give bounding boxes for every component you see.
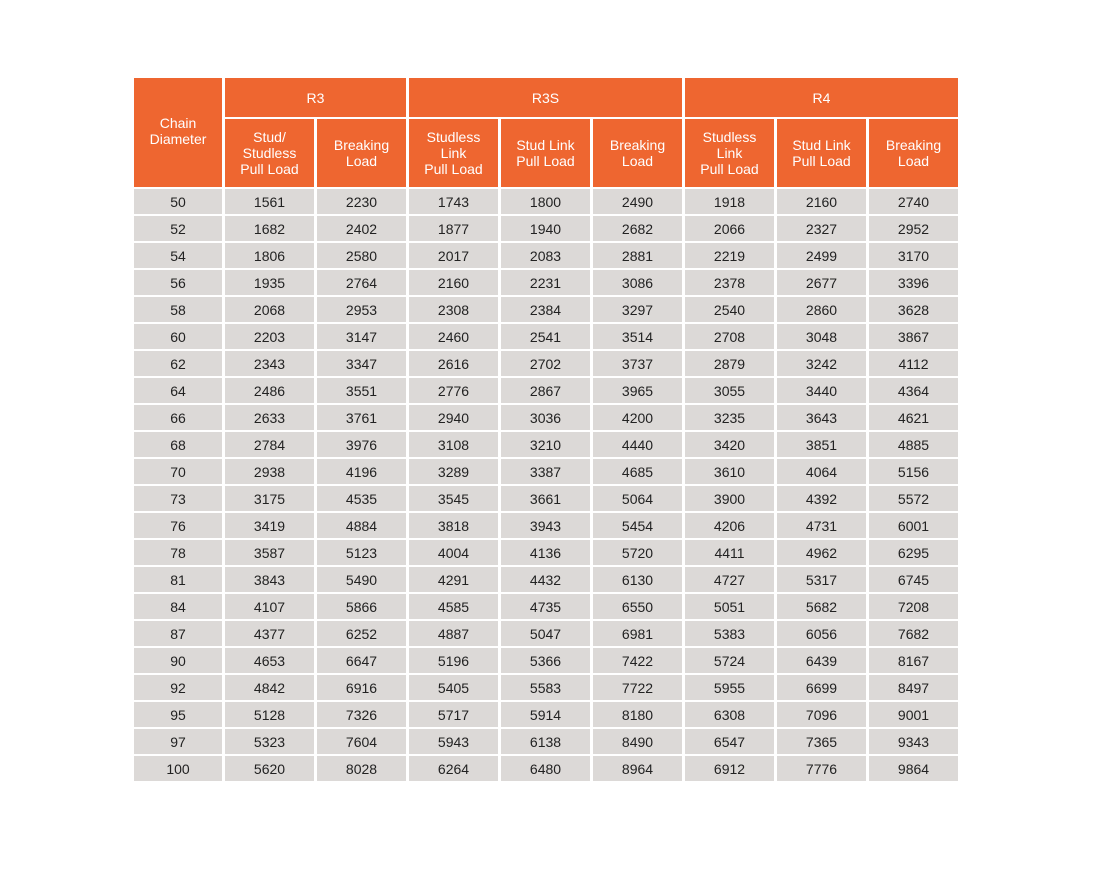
r3-breaking-load-cell: 6647 bbox=[317, 648, 406, 673]
chain-diameter-cell: 95 bbox=[134, 702, 222, 727]
r4-breaking-load-cell: 3170 bbox=[869, 243, 958, 268]
r3-stud-studless-pull-load-cell: 4653 bbox=[225, 648, 314, 673]
r4-studless-link-pull-load-cell: 6547 bbox=[685, 729, 774, 754]
chain-diameter-cell: 84 bbox=[134, 594, 222, 619]
r4-stud-link-pull-load-cell: 2327 bbox=[777, 216, 866, 241]
chain-diameter-cell: 68 bbox=[134, 432, 222, 457]
chain-load-table bbox=[131, 76, 961, 783]
chain-diameter-cell: 66 bbox=[134, 405, 222, 430]
r3-breaking-load-header bbox=[317, 119, 406, 187]
r3s-breaking-load-cell: 3297 bbox=[593, 297, 682, 322]
chain-diameter-cell: 100 bbox=[134, 756, 222, 781]
subcolumn-header-row bbox=[134, 119, 958, 187]
r3-breaking-load-cell: 3347 bbox=[317, 351, 406, 376]
r3s-studless-link-pull-load-cell: 2776 bbox=[409, 378, 498, 403]
r4-studless-link-pull-load-cell: 5724 bbox=[685, 648, 774, 673]
r4-breaking-load-cell: 3396 bbox=[869, 270, 958, 295]
chain-diameter-cell: 60 bbox=[134, 324, 222, 349]
r4-breaking-load-header bbox=[869, 119, 958, 187]
header-line: Stud Link bbox=[792, 137, 851, 153]
r4-studless-link-pull-load-header bbox=[685, 119, 774, 187]
header-line: Stud/ bbox=[253, 129, 286, 145]
r3-breaking-load-cell: 4884 bbox=[317, 513, 406, 538]
r4-stud-link-pull-load-cell: 7096 bbox=[777, 702, 866, 727]
header-line: Breaking bbox=[885, 137, 942, 153]
r3-stud-studless-pull-load-cell: 2633 bbox=[225, 405, 314, 430]
r3s-studless-link-pull-load-cell: 3108 bbox=[409, 432, 498, 457]
table-row bbox=[134, 432, 958, 457]
r3s-breaking-load-cell: 3737 bbox=[593, 351, 682, 376]
r3-breaking-load-cell: 2764 bbox=[317, 270, 406, 295]
r3-stud-studless-pull-load-cell: 3843 bbox=[225, 567, 314, 592]
r3s-studless-link-pull-load-cell: 2940 bbox=[409, 405, 498, 430]
r3s-studless-link-pull-load-cell: 6264 bbox=[409, 756, 498, 781]
r3s-studless-link-pull-load-cell: 4004 bbox=[409, 540, 498, 565]
r3s-breaking-load-cell: 3086 bbox=[593, 270, 682, 295]
r3-breaking-load-cell: 2402 bbox=[317, 216, 406, 241]
r3-stud-studless-pull-load-cell: 2784 bbox=[225, 432, 314, 457]
r3s-breaking-load-cell: 4200 bbox=[593, 405, 682, 430]
header-line: Chain bbox=[159, 115, 197, 131]
table-row bbox=[134, 351, 958, 376]
r3s-breaking-load-cell: 5454 bbox=[593, 513, 682, 538]
table-row bbox=[134, 243, 958, 268]
r3s-breaking-load-cell: 2490 bbox=[593, 189, 682, 214]
r3-stud-studless-pull-load-cell: 2938 bbox=[225, 459, 314, 484]
r3s-breaking-load-cell: 8180 bbox=[593, 702, 682, 727]
r4-stud-link-pull-load-cell: 3242 bbox=[777, 351, 866, 376]
r4-studless-link-pull-load-cell: 2378 bbox=[685, 270, 774, 295]
r4-breaking-load-cell: 4885 bbox=[869, 432, 958, 457]
chain-diameter-cell: 73 bbox=[134, 486, 222, 511]
group-header-r3s: R3S bbox=[409, 78, 682, 117]
table-row bbox=[134, 702, 958, 727]
r3-breaking-load-cell: 8028 bbox=[317, 756, 406, 781]
r3-breaking-load-cell: 3147 bbox=[317, 324, 406, 349]
r3-stud-studless-pull-load-cell: 1561 bbox=[225, 189, 314, 214]
r3s-studless-link-pull-load-cell: 5717 bbox=[409, 702, 498, 727]
chain-diameter-cell: 70 bbox=[134, 459, 222, 484]
r3-stud-studless-pull-load-cell: 3587 bbox=[225, 540, 314, 565]
group-header-r3: R3 bbox=[225, 78, 406, 117]
r3s-studless-link-pull-load-cell: 3818 bbox=[409, 513, 498, 538]
r4-studless-link-pull-load-cell: 6308 bbox=[685, 702, 774, 727]
r3-breaking-load-cell: 3976 bbox=[317, 432, 406, 457]
r4-stud-link-pull-load-cell: 5682 bbox=[777, 594, 866, 619]
header-line: Breaking bbox=[333, 137, 390, 153]
r3s-stud-link-pull-load-cell: 4136 bbox=[501, 540, 590, 565]
r4-studless-link-pull-load-cell: 2540 bbox=[685, 297, 774, 322]
r4-studless-link-pull-load-cell: 2708 bbox=[685, 324, 774, 349]
r3s-breaking-load-cell: 6550 bbox=[593, 594, 682, 619]
r3s-breaking-load-cell: 6981 bbox=[593, 621, 682, 646]
table-row bbox=[134, 756, 958, 781]
header-line: Pull Load bbox=[700, 161, 759, 177]
r3s-breaking-load-cell: 3965 bbox=[593, 378, 682, 403]
r3s-studless-link-pull-load-cell: 4585 bbox=[409, 594, 498, 619]
r3-stud-studless-pull-load-cell: 4107 bbox=[225, 594, 314, 619]
table-row bbox=[134, 675, 958, 700]
header-line: Pull Load bbox=[792, 153, 851, 169]
r3s-studless-link-pull-load-cell: 2017 bbox=[409, 243, 498, 268]
table-row bbox=[134, 729, 958, 754]
r4-studless-link-pull-load-cell: 3610 bbox=[685, 459, 774, 484]
r3-stud-studless-pull-load-cell: 3175 bbox=[225, 486, 314, 511]
r3s-breaking-load-header bbox=[593, 119, 682, 187]
r3s-stud-link-pull-load-cell: 5366 bbox=[501, 648, 590, 673]
chain-diameter-cell: 52 bbox=[134, 216, 222, 241]
table-row bbox=[134, 540, 958, 565]
chain-diameter-cell: 62 bbox=[134, 351, 222, 376]
chain-diameter-cell: 92 bbox=[134, 675, 222, 700]
r4-breaking-load-cell: 9864 bbox=[869, 756, 958, 781]
r4-stud-link-pull-load-cell: 2860 bbox=[777, 297, 866, 322]
chain-diameter-cell: 97 bbox=[134, 729, 222, 754]
r4-breaking-load-cell: 6001 bbox=[869, 513, 958, 538]
r4-stud-link-pull-load-cell: 6056 bbox=[777, 621, 866, 646]
chain-diameter-header bbox=[134, 78, 222, 187]
r3s-breaking-load-cell: 7422 bbox=[593, 648, 682, 673]
r4-stud-link-pull-load-header bbox=[777, 119, 866, 187]
r4-breaking-load-cell: 2952 bbox=[869, 216, 958, 241]
r3s-stud-link-pull-load-cell: 3036 bbox=[501, 405, 590, 430]
table-row bbox=[134, 216, 958, 241]
r3-breaking-load-cell: 3761 bbox=[317, 405, 406, 430]
r3s-breaking-load-cell: 7722 bbox=[593, 675, 682, 700]
r3-stud-studless-pull-load-cell: 2203 bbox=[225, 324, 314, 349]
r4-stud-link-pull-load-cell: 3048 bbox=[777, 324, 866, 349]
r4-studless-link-pull-load-cell: 2066 bbox=[685, 216, 774, 241]
r4-stud-link-pull-load-cell: 4064 bbox=[777, 459, 866, 484]
header-line: Breaking bbox=[609, 137, 666, 153]
r3s-studless-link-pull-load-cell: 3545 bbox=[409, 486, 498, 511]
table-row bbox=[134, 378, 958, 403]
r4-studless-link-pull-load-cell: 3055 bbox=[685, 378, 774, 403]
r3-breaking-load-cell: 2230 bbox=[317, 189, 406, 214]
table-row bbox=[134, 513, 958, 538]
r4-stud-link-pull-load-cell: 3643 bbox=[777, 405, 866, 430]
r3s-stud-link-pull-load-cell: 1940 bbox=[501, 216, 590, 241]
r3-breaking-load-cell: 6252 bbox=[317, 621, 406, 646]
r3s-studless-link-pull-load-cell: 3289 bbox=[409, 459, 498, 484]
r3s-studless-link-pull-load-cell: 5943 bbox=[409, 729, 498, 754]
r3s-stud-link-pull-load-cell: 2541 bbox=[501, 324, 590, 349]
r3s-stud-link-pull-load-cell: 4735 bbox=[501, 594, 590, 619]
r3s-studless-link-pull-load-header bbox=[409, 119, 498, 187]
r4-stud-link-pull-load-cell: 5317 bbox=[777, 567, 866, 592]
group-header-row bbox=[134, 78, 958, 117]
r4-studless-link-pull-load-cell: 4727 bbox=[685, 567, 774, 592]
r3s-studless-link-pull-load-cell: 1743 bbox=[409, 189, 498, 214]
r3s-stud-link-pull-load-cell: 2384 bbox=[501, 297, 590, 322]
r4-studless-link-pull-load-cell: 2879 bbox=[685, 351, 774, 376]
table-body bbox=[134, 189, 958, 781]
r3s-breaking-load-cell: 2682 bbox=[593, 216, 682, 241]
group-header-r4: R4 bbox=[685, 78, 958, 117]
r3s-studless-link-pull-load-cell: 5405 bbox=[409, 675, 498, 700]
r4-stud-link-pull-load-cell: 7776 bbox=[777, 756, 866, 781]
header-line: Diameter bbox=[149, 131, 207, 147]
r4-studless-link-pull-load-cell: 5955 bbox=[685, 675, 774, 700]
chain-diameter-cell: 54 bbox=[134, 243, 222, 268]
table-row bbox=[134, 486, 958, 511]
r3-breaking-load-cell: 2580 bbox=[317, 243, 406, 268]
table-row bbox=[134, 405, 958, 430]
r4-stud-link-pull-load-cell: 2677 bbox=[777, 270, 866, 295]
r4-stud-link-pull-load-cell: 2160 bbox=[777, 189, 866, 214]
chain-diameter-cell: 81 bbox=[134, 567, 222, 592]
r3s-studless-link-pull-load-cell: 2460 bbox=[409, 324, 498, 349]
r3s-stud-link-pull-load-cell: 6480 bbox=[501, 756, 590, 781]
r4-breaking-load-cell: 6745 bbox=[869, 567, 958, 592]
r3-breaking-load-cell: 2953 bbox=[317, 297, 406, 322]
r4-stud-link-pull-load-cell: 6439 bbox=[777, 648, 866, 673]
r3s-breaking-load-cell: 8490 bbox=[593, 729, 682, 754]
r3s-stud-link-pull-load-cell: 5047 bbox=[501, 621, 590, 646]
chain-diameter-cell: 58 bbox=[134, 297, 222, 322]
r3-stud-studless-pull-load-cell: 4377 bbox=[225, 621, 314, 646]
r4-stud-link-pull-load-cell: 4962 bbox=[777, 540, 866, 565]
r4-studless-link-pull-load-cell: 5383 bbox=[685, 621, 774, 646]
r3-stud-studless-pull-load-cell: 1935 bbox=[225, 270, 314, 295]
r3s-breaking-load-cell: 2881 bbox=[593, 243, 682, 268]
r3s-stud-link-pull-load-cell: 4432 bbox=[501, 567, 590, 592]
r4-breaking-load-cell: 3628 bbox=[869, 297, 958, 322]
r4-stud-link-pull-load-cell: 3851 bbox=[777, 432, 866, 457]
r3-breaking-load-cell: 7604 bbox=[317, 729, 406, 754]
chain-diameter-cell: 87 bbox=[134, 621, 222, 646]
r3-stud-studless-pull-load-cell: 5323 bbox=[225, 729, 314, 754]
r4-breaking-load-cell: 8167 bbox=[869, 648, 958, 673]
r4-breaking-load-cell: 5572 bbox=[869, 486, 958, 511]
r4-breaking-load-cell: 4621 bbox=[869, 405, 958, 430]
r4-studless-link-pull-load-cell: 3235 bbox=[685, 405, 774, 430]
r4-breaking-load-cell: 9343 bbox=[869, 729, 958, 754]
r4-stud-link-pull-load-cell: 7365 bbox=[777, 729, 866, 754]
r3-stud-studless-pull-load-cell: 5128 bbox=[225, 702, 314, 727]
r3s-stud-link-pull-load-cell: 2867 bbox=[501, 378, 590, 403]
r3s-stud-link-pull-load-cell: 3387 bbox=[501, 459, 590, 484]
r4-studless-link-pull-load-cell: 4411 bbox=[685, 540, 774, 565]
r3s-studless-link-pull-load-cell: 2308 bbox=[409, 297, 498, 322]
r3-stud-studless-pull-load-cell: 2343 bbox=[225, 351, 314, 376]
r3-stud-studless-pull-load-cell: 2486 bbox=[225, 378, 314, 403]
chain-diameter-cell: 56 bbox=[134, 270, 222, 295]
r3s-stud-link-pull-load-cell: 2702 bbox=[501, 351, 590, 376]
r3s-stud-link-pull-load-cell: 5583 bbox=[501, 675, 590, 700]
header-line: Studless bbox=[702, 129, 757, 145]
chain-diameter-cell: 76 bbox=[134, 513, 222, 538]
chain-diameter-cell: 50 bbox=[134, 189, 222, 214]
r3s-stud-link-pull-load-cell: 3661 bbox=[501, 486, 590, 511]
r4-breaking-load-cell: 6295 bbox=[869, 540, 958, 565]
r3s-breaking-load-cell: 4440 bbox=[593, 432, 682, 457]
r4-breaking-load-cell: 2740 bbox=[869, 189, 958, 214]
r4-stud-link-pull-load-cell: 4392 bbox=[777, 486, 866, 511]
r4-studless-link-pull-load-cell: 2219 bbox=[685, 243, 774, 268]
r3-stud-studless-pull-load-cell: 3419 bbox=[225, 513, 314, 538]
table-row bbox=[134, 567, 958, 592]
r3s-studless-link-pull-load-cell: 2616 bbox=[409, 351, 498, 376]
chain-diameter-cell: 78 bbox=[134, 540, 222, 565]
table-row bbox=[134, 270, 958, 295]
r4-breaking-load-cell: 4364 bbox=[869, 378, 958, 403]
r3-stud-studless-pull-load-cell: 1682 bbox=[225, 216, 314, 241]
header-line: Link bbox=[440, 145, 467, 161]
header-line: Pull Load bbox=[516, 153, 575, 169]
r4-breaking-load-cell: 3867 bbox=[869, 324, 958, 349]
r4-studless-link-pull-load-cell: 3420 bbox=[685, 432, 774, 457]
r4-studless-link-pull-load-cell: 1918 bbox=[685, 189, 774, 214]
r3s-breaking-load-cell: 3514 bbox=[593, 324, 682, 349]
r3s-stud-link-pull-load-cell: 6138 bbox=[501, 729, 590, 754]
r3-stud-studless-pull-load-header bbox=[225, 119, 314, 187]
table-row bbox=[134, 297, 958, 322]
r4-studless-link-pull-load-cell: 3900 bbox=[685, 486, 774, 511]
r4-breaking-load-cell: 4112 bbox=[869, 351, 958, 376]
r3-breaking-load-cell: 5490 bbox=[317, 567, 406, 592]
r3s-studless-link-pull-load-cell: 4291 bbox=[409, 567, 498, 592]
r3s-studless-link-pull-load-cell: 2160 bbox=[409, 270, 498, 295]
r4-studless-link-pull-load-cell: 4206 bbox=[685, 513, 774, 538]
r3s-stud-link-pull-load-cell: 1800 bbox=[501, 189, 590, 214]
r3-breaking-load-cell: 4196 bbox=[317, 459, 406, 484]
r3-breaking-load-cell: 4535 bbox=[317, 486, 406, 511]
r3s-breaking-load-cell: 4685 bbox=[593, 459, 682, 484]
chain-diameter-cell: 64 bbox=[134, 378, 222, 403]
r3s-breaking-load-cell: 5720 bbox=[593, 540, 682, 565]
chain-diameter-cell: 90 bbox=[134, 648, 222, 673]
r3s-studless-link-pull-load-cell: 4887 bbox=[409, 621, 498, 646]
header-line: Studless bbox=[242, 145, 297, 161]
r4-breaking-load-cell: 8497 bbox=[869, 675, 958, 700]
table-row bbox=[134, 459, 958, 484]
header-line: Pull Load bbox=[240, 161, 299, 177]
r3s-stud-link-pull-load-cell: 5914 bbox=[501, 702, 590, 727]
r3-stud-studless-pull-load-cell: 2068 bbox=[225, 297, 314, 322]
r3s-breaking-load-cell: 6130 bbox=[593, 567, 682, 592]
r4-breaking-load-cell: 9001 bbox=[869, 702, 958, 727]
r3s-studless-link-pull-load-cell: 5196 bbox=[409, 648, 498, 673]
r3s-stud-link-pull-load-cell: 2231 bbox=[501, 270, 590, 295]
r4-stud-link-pull-load-cell: 6699 bbox=[777, 675, 866, 700]
table-row bbox=[134, 621, 958, 646]
r3s-stud-link-pull-load-cell: 2083 bbox=[501, 243, 590, 268]
header-line: Load bbox=[621, 153, 654, 169]
header-line: Pull Load bbox=[424, 161, 483, 177]
r3s-studless-link-pull-load-cell: 1877 bbox=[409, 216, 498, 241]
r4-breaking-load-cell: 7682 bbox=[869, 621, 958, 646]
r3-breaking-load-cell: 6916 bbox=[317, 675, 406, 700]
r3s-stud-link-pull-load-header bbox=[501, 119, 590, 187]
table-row bbox=[134, 324, 958, 349]
r3-breaking-load-cell: 7326 bbox=[317, 702, 406, 727]
header-line: Link bbox=[716, 145, 743, 161]
r4-studless-link-pull-load-cell: 5051 bbox=[685, 594, 774, 619]
r3-breaking-load-cell: 3551 bbox=[317, 378, 406, 403]
r4-stud-link-pull-load-cell: 4731 bbox=[777, 513, 866, 538]
r3s-stud-link-pull-load-cell: 3210 bbox=[501, 432, 590, 457]
table-row bbox=[134, 648, 958, 673]
r3-stud-studless-pull-load-cell: 1806 bbox=[225, 243, 314, 268]
r3-breaking-load-cell: 5123 bbox=[317, 540, 406, 565]
r4-stud-link-pull-load-cell: 3440 bbox=[777, 378, 866, 403]
r3-stud-studless-pull-load-cell: 5620 bbox=[225, 756, 314, 781]
r3-stud-studless-pull-load-cell: 4842 bbox=[225, 675, 314, 700]
table-row bbox=[134, 594, 958, 619]
header-line: Studless bbox=[426, 129, 481, 145]
r4-studless-link-pull-load-cell: 6912 bbox=[685, 756, 774, 781]
r3-breaking-load-cell: 5866 bbox=[317, 594, 406, 619]
r3s-breaking-load-cell: 8964 bbox=[593, 756, 682, 781]
r3s-breaking-load-cell: 5064 bbox=[593, 486, 682, 511]
header-line: Stud Link bbox=[516, 137, 575, 153]
r4-stud-link-pull-load-cell: 2499 bbox=[777, 243, 866, 268]
r3s-stud-link-pull-load-cell: 3943 bbox=[501, 513, 590, 538]
header-line: Load bbox=[345, 153, 378, 169]
r4-breaking-load-cell: 5156 bbox=[869, 459, 958, 484]
header-line: Load bbox=[897, 153, 930, 169]
table-row bbox=[134, 189, 958, 214]
r4-breaking-load-cell: 7208 bbox=[869, 594, 958, 619]
